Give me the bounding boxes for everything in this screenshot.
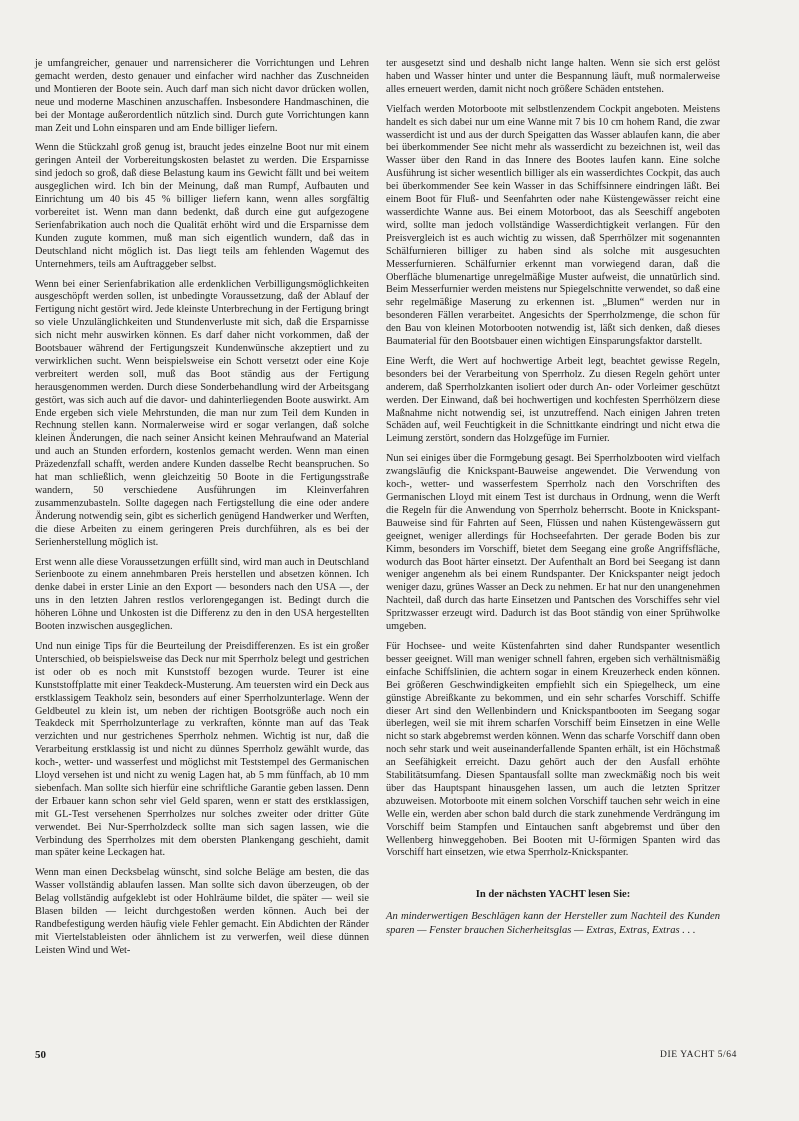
paragraph: Wenn die Stückzahl groß genug ist, braucht jedes einzelne Boot nur mit einem geringen Anteil der Vorbereitungskosten belastet zu werden. Die Ersparnisse sind jedoch so groß, daß diese Belastung kaum ins Gewicht fällt und bei weitem ausgeglichen wird. Ich bin der Meinung, daß man Rumpf, Aufbauten und Einrichtung um 40 bis 45 % billiger liefern kann, wenn alles sorgfältig vorbereitet ist. Wenn man dann bedenkt, daß durch eine gut aufgezogene Serienfabrikation auch noch die Qualität erhöht wird und die Ersparnisse dem Kunden zugute kommen, muß man sich eigentlich wundern, daß das in Deutschland nicht möglich ist. Das liegt teils am fehlenden Wagemut des Unternehmers, teils am Auftraggeber selbst.	[35, 142, 369, 270]
paragraph: je umfangreicher, genauer und narrensicherer die Vorrichtungen und Lehren gemacht werden, desto genauer und einfacher wird nachher das Zuschneiden und Montieren der Boote sein. Auch darf man sich nicht davor drücken wollen, neue und moderne Maschinen anzuschaffen. Insbesondere Handmaschinen, die bei der Montage außerordentlich nützlich sind. Durch gute Vorrichtungen kann man Zeit und Lohn einsparen und am Ende billiger liefern.	[35, 58, 369, 134]
paragraph: Und nun einige Tips für die Beurteilung der Preisdifferenzen. Es ist ein großer Unterschied, ob beispielsweise das Deck nur mit Sperrholz belegt und gestrichen ist oder ob es noch mit Kunststoff bezogen wurde. Teurer ist eine Kunststoffplatte mit einer Teakdeck-Musterung. Am teuersten wird ein Deck aus erstklassigem Teakholz sein, besonders auf einer Sperrholzunterlage. Wenn der Geldbeutel zu klein ist, um neben der richtigen Bootsgröße auch noch ein Teakdeck mit Sperrholzunterlage zu verkraften, könnte man auf das Teak verzichten und nur gestrichenes Sperrholz nehmen. Wichtig ist nur, daß die Verarbeitung erstklassig ist und nicht zu dünnes Sperrholz gewählt wurde, das koch-, wetter- und wasserfest und möglichst mit Teststempel des Germanischen Lloyd versehen ist und nicht zu wenig Lagen hat, ab 5 mm fünffach, ab 10 mm siebenfach. Man sollte sich hierfür eine schriftliche Garantie geben lassen. Denn der Erbauer kann schon sehr viel Geld sparen, wenn er statt des erstklassigen, mit GL-Test versehenen Sperrholzes nur solches zweiter oder dritter Güte verwendet. Bei Nur-Sperrholzdeck sollte man sich sagen lassen, wie die Verbindung des Sperrholzes mit dem obersten Plankengang geschieht, damit man später keine Leckagen hat.	[35, 640, 369, 859]
paragraph: Eine Werft, die Wert auf hochwertige Arbeit legt, beachtet gewisse Regeln, besonders bei der Verarbeitung von Sperrholz. Zu diesen Regeln gehört unter anderem, daß Sperrholzkanten isoliert oder durch An- oder Vorleimer geschützt werden. Der Einwand, daß bei hochwertigen und kochfesten Sperrhölzern diese Maßnahme nicht notwendig sei, ist unzutreffend. Nach einigen Jahren treten Schäden auf, weil Feuchtigkeit in die Schnittkante eindringt und nicht etwa die Leimung zerstört, sondern das Holzgefüge im Furnier.	[386, 355, 720, 445]
right-column	[386, 58, 720, 946]
paragraph: Erst wenn alle diese Voraussetzungen erfüllt sind, wird man auch in Deutschland Serienboote zu einem annehmbaren Preis herstellen und absetzen können. Ich denke dabei in erster Linie an den Export — besonders nach den USA —, der uns in den letzten Jahren restlos verlorengegangen ist. Bedingt durch die höheren Löhne und Unkosten ist die Differenz zu den in den USA hergestellten Booten inzwischen ausgeglichen.	[35, 556, 369, 633]
paragraph: Für Hochsee- und weite Küstenfahrten sind daher Rundspanter wesentlich besser geeignet. Will man weniger schnell fahren, ergeben sich verhältnismäßig einfache Schiffslinien, die achtern sogar in einem Kreuzerheck enden können. Bei größeren Geschwindigkeiten empfiehlt sich ein Spiegelheck, um eine günstige Abreißkante zu bekommen, und ein sehr scharfes Vorschiff. Schiffe dieser Art sind den Wellenbindern und Knickspantbooten im Seegang sogar überlegen, weil sie mit ihrem scharfen Vorschiff beim Einsetzen in eine Welle nicht so stark abgebremst werden können. Wenn das scharfe Vorschiff dann oben noch sehr stark und weit auseinanderfallende Spanten erhält, ist ein Höchstmaß an Seefähigkeit erreicht. Dazu gehört auch der den Ausfall erhöhte Stabilitätsumfang. Diesen Spantausfall sollte man zweckmäßig noch bis weit über das Hauptspant hinausgehen lassen, um auch die letzten Spritzer abzuweisen. Motorboote mit einem solchen Vorschiff tauchen sehr weich in eine Welle ein, werden aber schon bald durch die stark zunehmende Verdrängung im Vorschiff beim Stampfen und Eintauchen sanft abgebremst und über den Wellenberg hinweggehoben. Bei Booten mit U-förmigen Spanten wird das Vorschiff hart einsetzen, wie etwa Sperrholz-Knickspanter.	[386, 640, 720, 859]
paragraph: Wenn bei einer Serienfabrikation alle erdenklichen Verbilligungsmöglichkeiten ausgeschöpft werden sollen, ist unbedingte Voraussetzung, daß der Ablauf der Fertigung nicht gestört wird. Jede kleinste Unterbrechung in der Fertigung bringt so viele Unzulänglichkeiten und Stundenverluste mit sich, daß die Ersparnisse sich nicht mehr auswirken können. Es darf daher nicht vorkommen, daß der Bootsbauer während der Fertigungszeit Kundenwünsche akzeptiert und zu verwirklichen sucht. Wenn beispielsweise ein Schott versetzt oder eine Koje verbreitert werden soll, muß das Boot ständig aus der Fertigung herausgenommen werden. Durch diese Sonderbehandlung wird der Arbeitsgang gestört, was sich auch auf die davor- und dahinterliegenden Boote auswirkt. Am Ende ergeben sich viele Mehrstunden, die man nur zum Teil dem Kunden in Rechnung stellen kann. Normalerweise wird er sogar verlangen, daß solche kleinen Änderungen, die nach seiner Ansicht keinen Mehraufwand an Material und auch an Stunden erfordern, kostenlos gemacht werden. Wenn man einen Präzedenzfall schafft, werden andere Kunden dasselbe Recht beanspruchen. So hat man schließlich, wenn gleichzeitig 50 Boote in die Fertigungsstraße wandern, 50 verschiedene Ausführungen im Kleinverfahren zusammenzubasteln. Sollte dagegen nach Fertigstellung die eine oder andere Änderung notwendig sein, gibt es sicherlich genügend Handwerker und Werften, die diese Arbeiten zu einem geringeren Preis durchführen, als es bei der Serienherstellung möglich ist.	[35, 278, 369, 548]
teaser-title: In der nächsten YACHT lesen Sie:	[475, 889, 631, 901]
paragraph: Wenn man einen Decksbelag wünscht, sind solche Beläge am besten, die das Wasser vollständig ablaufen lassen. Man sollte sich davon überzeugen, ob der Belag vollständig aufgeklebt ist oder Hohlräume bildet, die später — weil sie Blasen bilden — leicht durchgestoßen werden können. Auch bei der Randbefestigung werden häufig viele Fehler gemacht. Ein Abdichten der Ränder mit Viertelstableisten oder ähnlichem ist zu verwerfen, weil diese dünnen Leisten Wind und Wet-	[35, 867, 369, 956]
paragraph: Nun sei einiges über die Formgebung gesagt. Bei Sperrholzbooten wird vielfach zwangsläufig die Knickspant-Bauweise angewendet. Die Verwendung von koch-, wetter- und wasserfestem Sperrholz nach den Vorschriften des Germanischen Lloyd mit einem Test ist durchaus in Ordnung, wenn die Werft die Regeln für die Anwendung von Sperrholz beherrscht. Boote in Knickspant-Bauweise sind für Fahrten auf Seen, Flüssen und nahen Küstengewässern gut geeignet, weniger allerdings für Hochseefahrten. Der gerade Boden bis zur Kimm, besonders im Vorschiff, bietet dem Seegang eine große Angriffsfläche, wodurch das Boot härter einsetzt. Der Aufenthalt an Bord bei Seegang ist dann weniger angenehm als bei einem Rundspanter. Der Knickspanter neigt jedoch weniger dazu, grünes Wasser an Deck zu nehmen. Er hat nur den unangenehmen Nachteil, daß durch das harte Einsetzen und Pantschen des Vorschiffes sehr viel Spritzwasser erzeugt wird. Dadurch ist das Boot ständig von einer Sprühwolke umgeben.	[386, 453, 720, 633]
paragraph: ter ausgesetzt sind und deshalb nicht lange halten. Wenn sie sich erst gelöst haben und Wasser hinter und unter die Bespannung läuft, muß normalerweise alles erneuert werden, damit nicht noch größere Schäden entstehen.	[386, 58, 720, 95]
page-number: 50	[35, 1049, 46, 1061]
magazine-issue: DIE YACHT 5/64	[659, 1050, 737, 1060]
next-issue-teaser	[386, 888, 720, 939]
left-column	[35, 58, 369, 965]
teaser-text: An minderwertigen Beschlägen kann der Hersteller zum Nachteil des Kunden sparen — Fenster brauchen Sicherheitsglas — Extras, Extras, Extras . . .	[386, 910, 720, 937]
paragraph: Vielfach werden Motorboote mit selbstlenzendem Cockpit angeboten. Meistens handelt es sich dabei nur um eine Wanne mit 7 bis 10 cm hohem Rand, die zwar wasserdicht ist und aus der durch Speigatten das Wasser ablaufen kann, die aber bei überkommender See nicht mehr als wasserdicht zu bezeichnen ist, weil das Wasser über den Rand in das Innere des Bootes laufen kann. Eine solche Ausführung ist sicher wesentlich billiger als ein wasserdichtes Cockpit, das auch bei überkommender See kein Wasser in das Schiffsinnere eindringen läßt. Bei einem Boot für Fluß- und Seenfahrten oder nahe Küstengewässer reicht eine wasserdichte Wanne aus. Bei einem Motorboot, das als Seeschiff angeboten wird, sollte man jedoch vollständige Wasserdichtigkeit verlangen. Für den Preisvergleich ist es auch wichtig zu wissen, daß Sperrhölzer mit sogenannten Schälfurnieren billiger zu haben sind als solche mit ausgesuchten Messerfurnieren. Schälfurnier erkennt man vorwiegend daran, daß die Oberfläche blumenartige unregelmäßige Muster aufweist, die unnatürlich sind. Beim Messerfurnier werden meistens nur Spiegelschnitte verwendet, so daß eine sehr regelmäßige Maserung zu erkennen ist. „Blumen“ werden nur in besonderen Fällen verarbeitet. Angesichts der Sperrholzmenge, die schon für den Bau von kleinen Motorbooten notwendig ist, läßt sich denken, daß dieses Baumaterial für den Bootsbauer einen wichtigen Einsparungsfaktor darstellt.	[386, 103, 720, 348]
